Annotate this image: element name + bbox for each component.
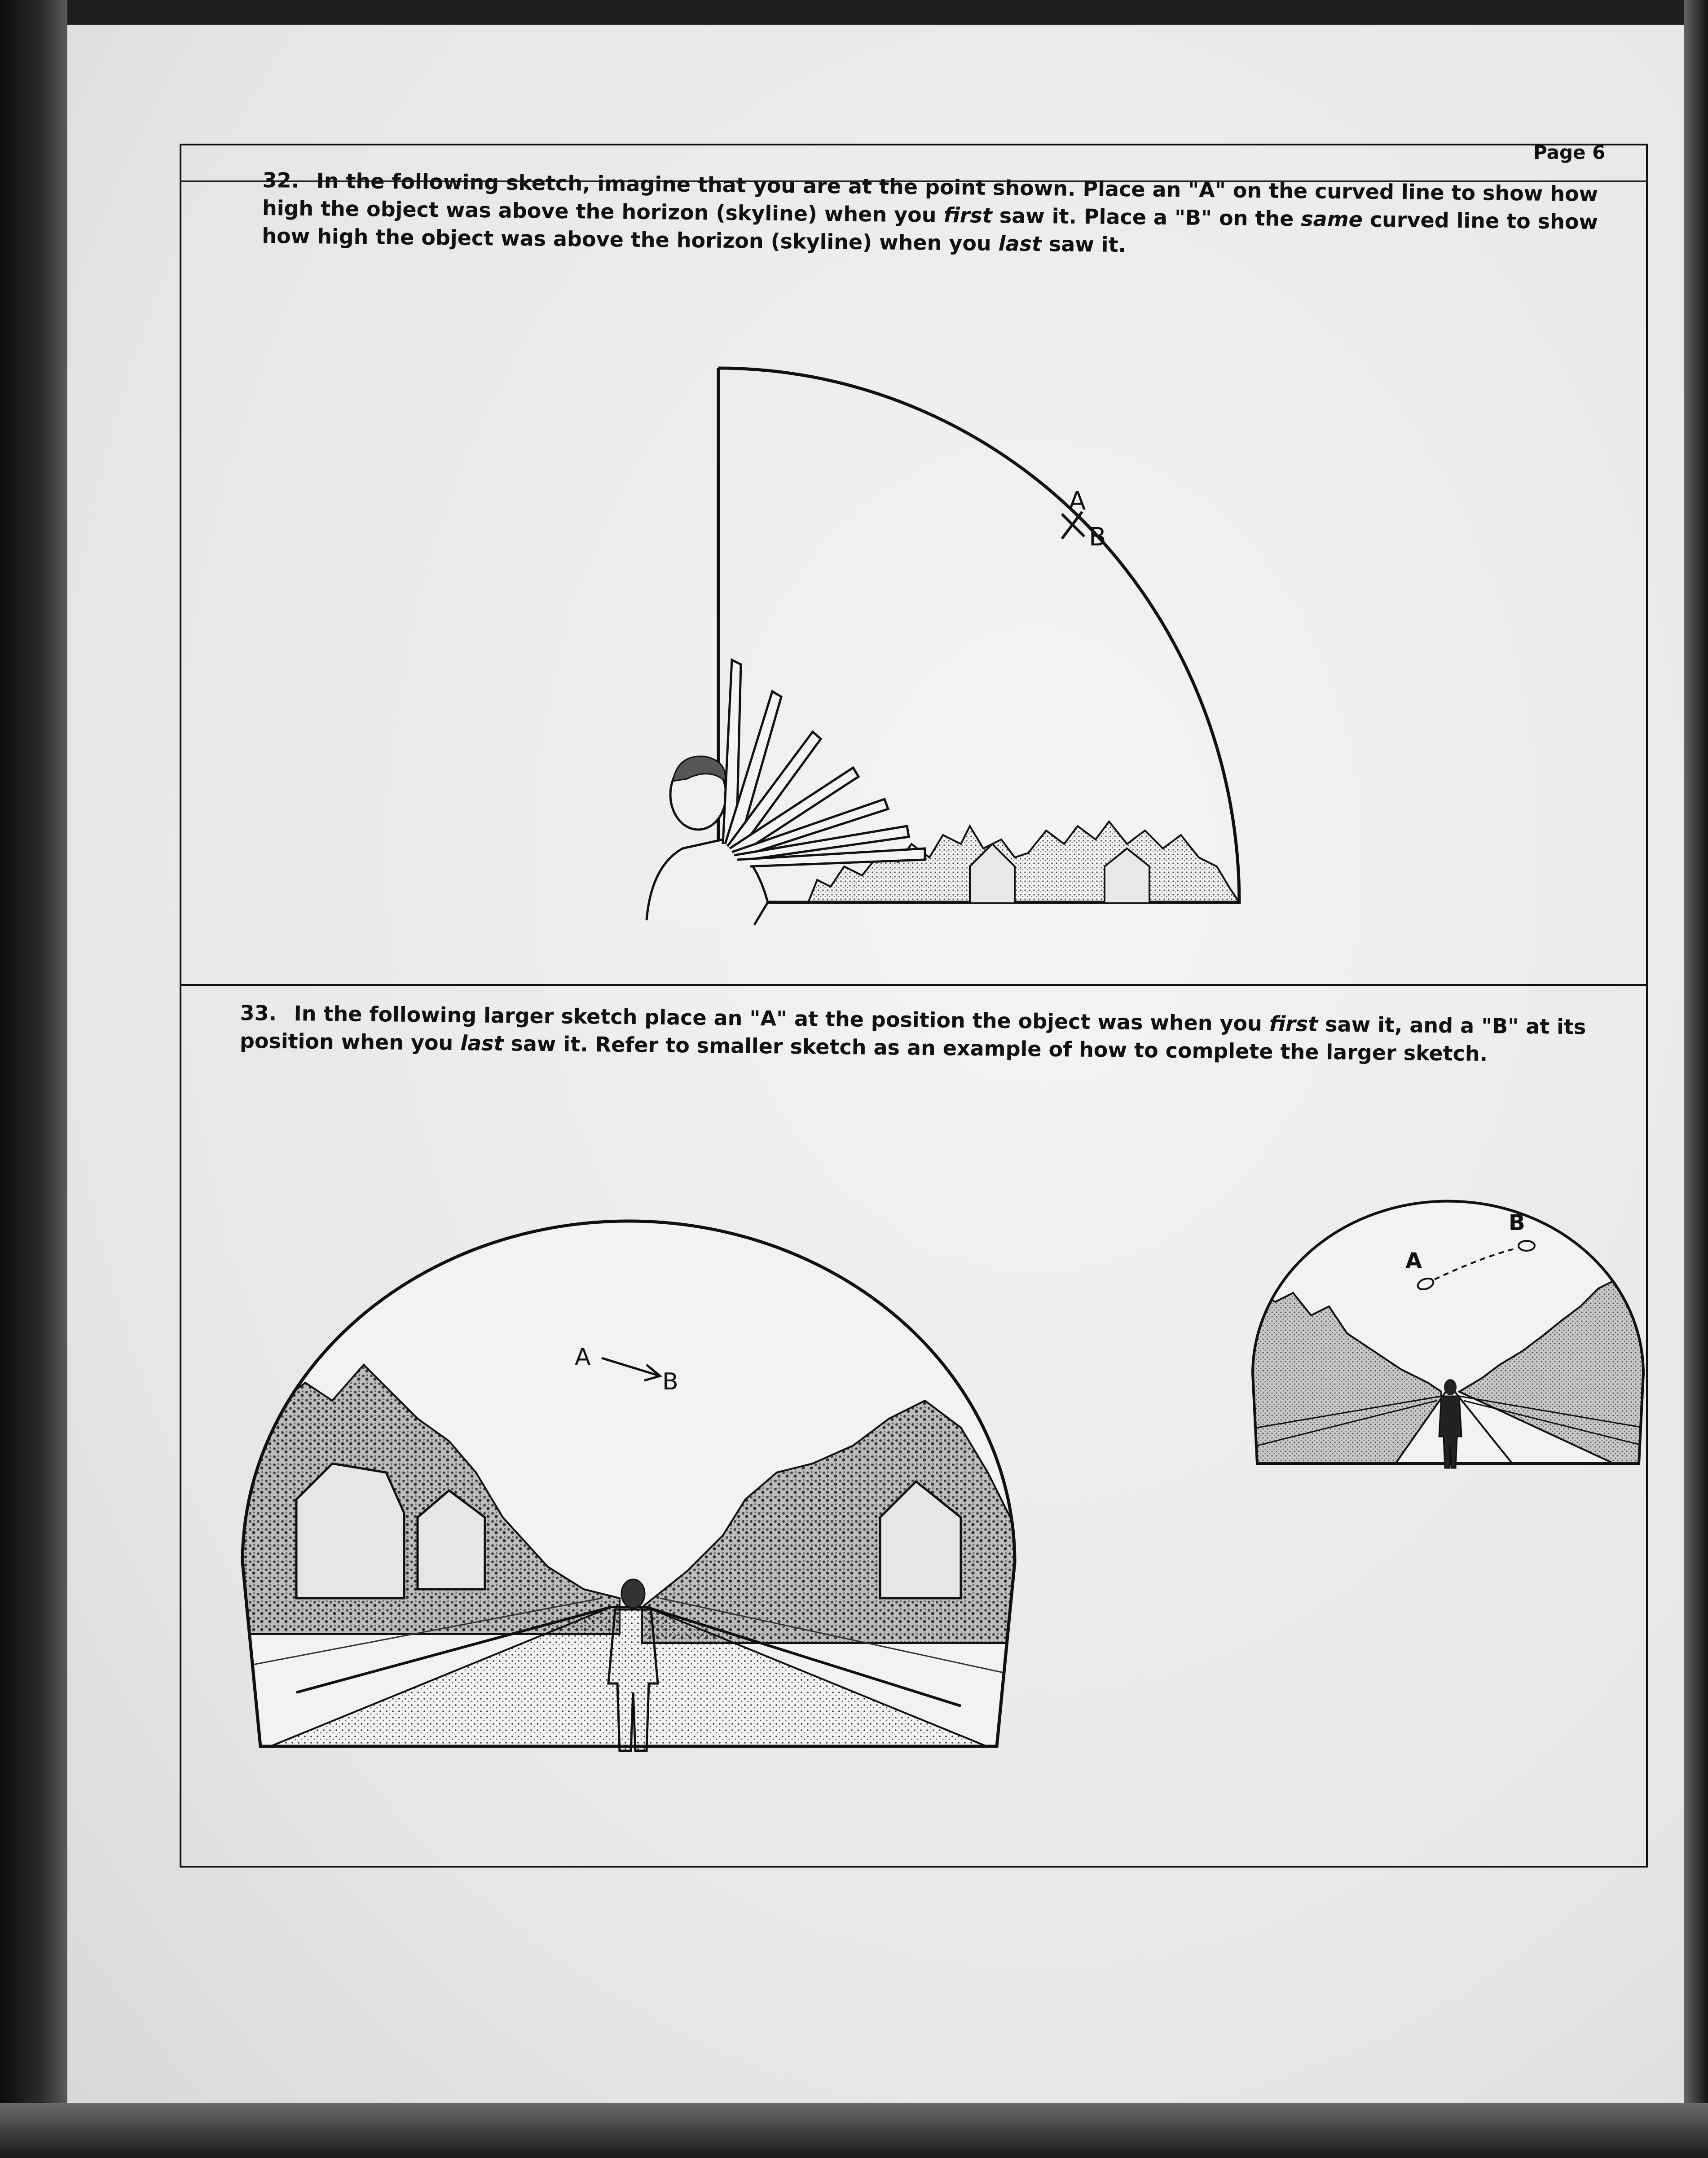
- q33-left-house: [296, 1464, 404, 1598]
- q32-sky-arc: [718, 368, 1239, 902]
- scan-bottom-edge: [0, 2103, 1708, 2158]
- q33-large-mark-a: A: [575, 1344, 591, 1371]
- q33-text-first: first: [1269, 1011, 1318, 1037]
- small-mark-a: A: [1405, 1248, 1422, 1274]
- q32-text-same: same: [1301, 207, 1363, 232]
- q32-text-3: curved line to show how high the object was above the horizon (skyline) when you: [262, 207, 1598, 256]
- scan-left-edge: [0, 0, 67, 2158]
- page-number: Page 6: [1533, 141, 1606, 163]
- q33-text-1: In the following larger sketch place an "A" at the position the object was when you: [294, 1001, 1270, 1036]
- q32-text-first: first: [943, 202, 993, 228]
- q32-mark-b: B: [1089, 523, 1106, 552]
- q32-text-4: saw it.: [1041, 232, 1127, 257]
- q33-text-3: saw it. Refer to smaller sketch as an example of how to complete the larger sketch.: [503, 1031, 1488, 1066]
- q32-sketch[interactable]: [620, 350, 1266, 943]
- scan-right-edge: [1684, 0, 1708, 2158]
- question-32: [262, 166, 1646, 264]
- question-33-number: 33.: [240, 1000, 277, 1025]
- question-32-number: 32.: [262, 167, 299, 193]
- q32-mark-cross: [1062, 512, 1084, 539]
- q32-text-2: saw it. Place a "B" on the: [992, 203, 1301, 231]
- q33-large-mark-b: B: [662, 1368, 678, 1395]
- q33-small-sketch: [1248, 1194, 1652, 1481]
- q32-text-1: In the following sketch, imagine that you are at the point shown. Place an "A" on the curved line to show how high the object was above the horizon (skyline) when you: [262, 168, 1598, 227]
- q32-text-last: last: [998, 231, 1042, 256]
- q32-mark-a: A: [1069, 487, 1086, 516]
- small-mark-b: B: [1509, 1210, 1525, 1235]
- q32-pointing-arms: [723, 660, 925, 866]
- q33-text-2: saw it, and a "B" at its position when you: [239, 1012, 1586, 1055]
- q33-text-last: last: [460, 1031, 504, 1056]
- section-divider: [180, 984, 1648, 986]
- q33-large-sketch[interactable]: [216, 1131, 1042, 1769]
